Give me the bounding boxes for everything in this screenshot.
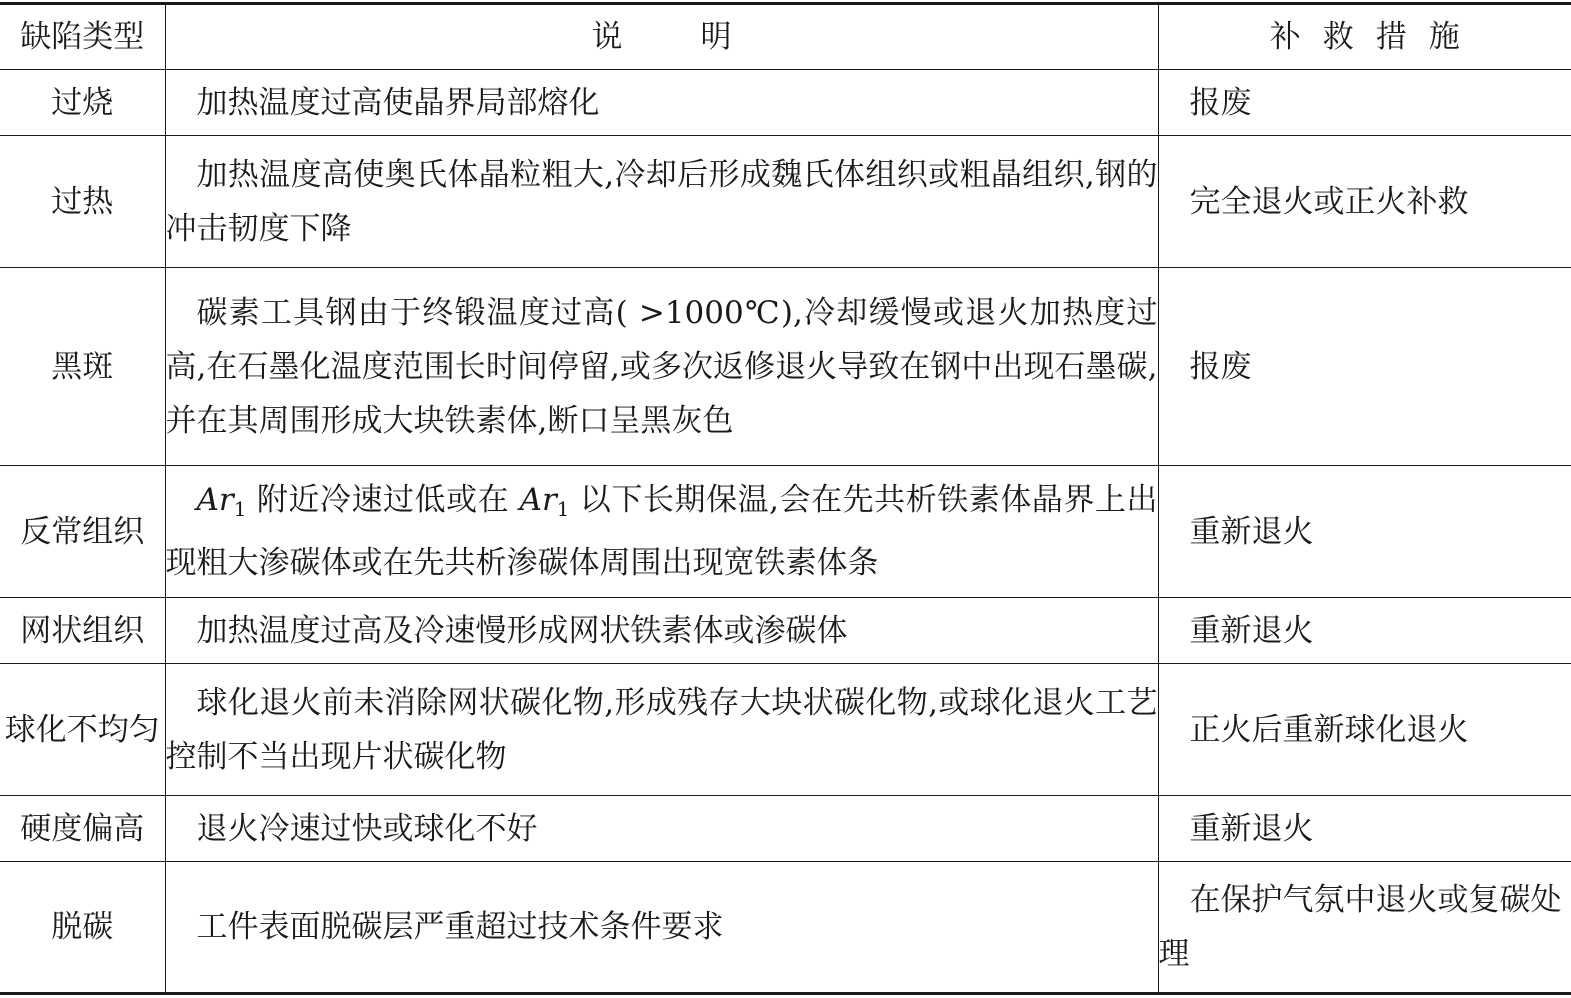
description-cell: 碳素工具钢由于终锻温度过高( >1000℃),冷却缓慢或退火加热度过高,在石墨化温度范围长时间停留,或多次返修退火导致在钢中出现石墨碳,并在其周围形成大块铁素体,断口呈黑灰色 [165,268,1158,466]
header-row [0,4,1571,70]
header-remedy [1158,4,1571,70]
header-remedy-text: 补救措施 [1269,19,1482,55]
remedy-cell: 正火后重新球化退火 [1158,664,1571,796]
defect-type-cell: 反常组织 [0,466,165,598]
description-cell: $Ar_1$ 附近冷速过低或在 $Ar_1$ 以下长期保温,会在先共析铁素体晶界上出现粗大渗碳体或在先共析渗碳体周围出现宽铁素体条 [165,466,1158,598]
remedy-cell: 完全退火或正火补救 [1158,136,1571,268]
ar1-symbol: $Ar_1$ [196,482,247,521]
table-row [0,598,1571,664]
defect-type-cell: 硬度偏高 [0,796,165,862]
remedy-cell: 报废 [1158,70,1571,136]
table-row [0,268,1571,466]
table-row [0,466,1571,598]
header-description [165,4,1158,70]
remedy-cell: 重新退火 [1158,598,1571,664]
header-defect-type: 缺陷类型 [0,4,165,70]
ar1-symbol: $Ar_1$ [519,482,570,521]
remedy-cell: 在保护气氛中退火或复碳处理 [1158,862,1571,994]
description-cell: 加热温度过高及冷速慢形成网状铁素体或渗碳体 [165,598,1158,664]
description-cell: 工件表面脱碳层严重超过技术条件要求 [165,862,1158,994]
header-description-text: 说明 [591,19,810,55]
remedy-cell: 重新退火 [1158,466,1571,598]
table-row [0,664,1571,796]
defect-type-cell: 球化不均匀 [0,664,165,796]
defect-type-cell: 黑斑 [0,268,165,466]
defect-type-cell: 过烧 [0,70,165,136]
defect-type-cell: 网状组织 [0,598,165,664]
table-row [0,70,1571,136]
description-cell: 退火冷速过快或球化不好 [165,796,1158,862]
description-cell: 加热温度高使奥氏体晶粒粗大,冷却后形成魏氏体组织或粗晶组织,钢的冲击韧度下降 [165,136,1158,268]
description-cell: 加热温度过高使晶界局部熔化 [165,70,1158,136]
remedy-cell: 报废 [1158,268,1571,466]
remedy-cell: 重新退火 [1158,796,1571,862]
table-row [0,136,1571,268]
defect-type-cell: 过热 [0,136,165,268]
defects-table [0,2,1571,995]
description-cell: 球化退火前未消除网状碳化物,形成残存大块状碳化物,或球化退火工艺控制不当出现片状碳化物 [165,664,1158,796]
table-row [0,796,1571,862]
defect-type-cell: 脱碳 [0,862,165,994]
table-row [0,862,1571,994]
